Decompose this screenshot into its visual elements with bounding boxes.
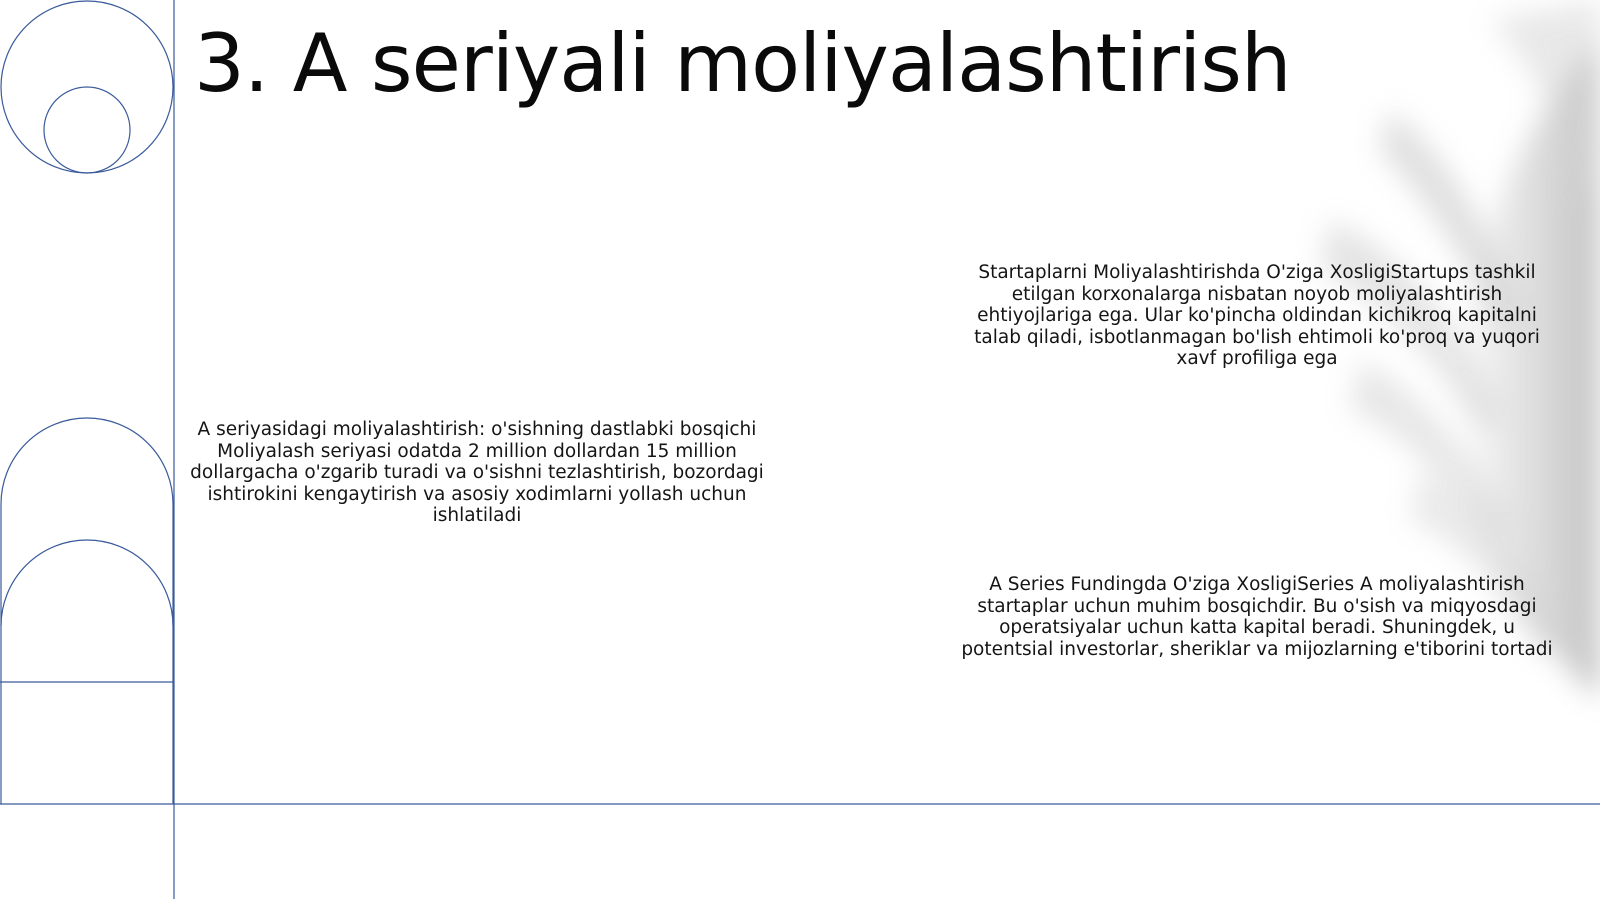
left-text-block xyxy=(190,419,764,527)
slide-title: 3. A seriyali moliyalashtirish xyxy=(194,17,1291,110)
right-top-text-block xyxy=(960,262,1554,370)
left-block-heading: A seriyasidagi moliyalashtirish: o'sishning dastlabki bosqichi xyxy=(197,419,757,440)
right-top-block-text: Startaplarni Moliyalashtirishda O'ziga XosligiStartups tashkil etilgan korxonalarga nisbatan noyob moliyalashtirish ehtiyojlariga ega. Ular ko'pincha oldindan kichikroq kapitalni talab qiladi, isbotlanmagan bo'lish ehtimoli ko'proq va yuqori xavf profiliga ega xyxy=(974,262,1540,369)
left-block-body: Moliyalash seriyasi odatda 2 million dollardan 15 million dollargacha o'zgarib turadi va o'sishni tezlashtirish, bozordagi ishtirokini kengaytirish va asosiy xodimlarni yollash uchun ishlatiladi xyxy=(190,440,764,526)
right-bottom-text-block xyxy=(960,574,1554,660)
right-bottom-block-text: A Series Fundingda O'ziga XosligiSeries A moliyalashtirish startaplar uchun muhim bosqichdir. Bu o'sish va miqyosdagi operatsiyalar uchun katta kapital beradi. Shuningdek, u potentsial investorlar, sheriklar va mijozlarning e'tiborini tortadi xyxy=(961,574,1553,660)
